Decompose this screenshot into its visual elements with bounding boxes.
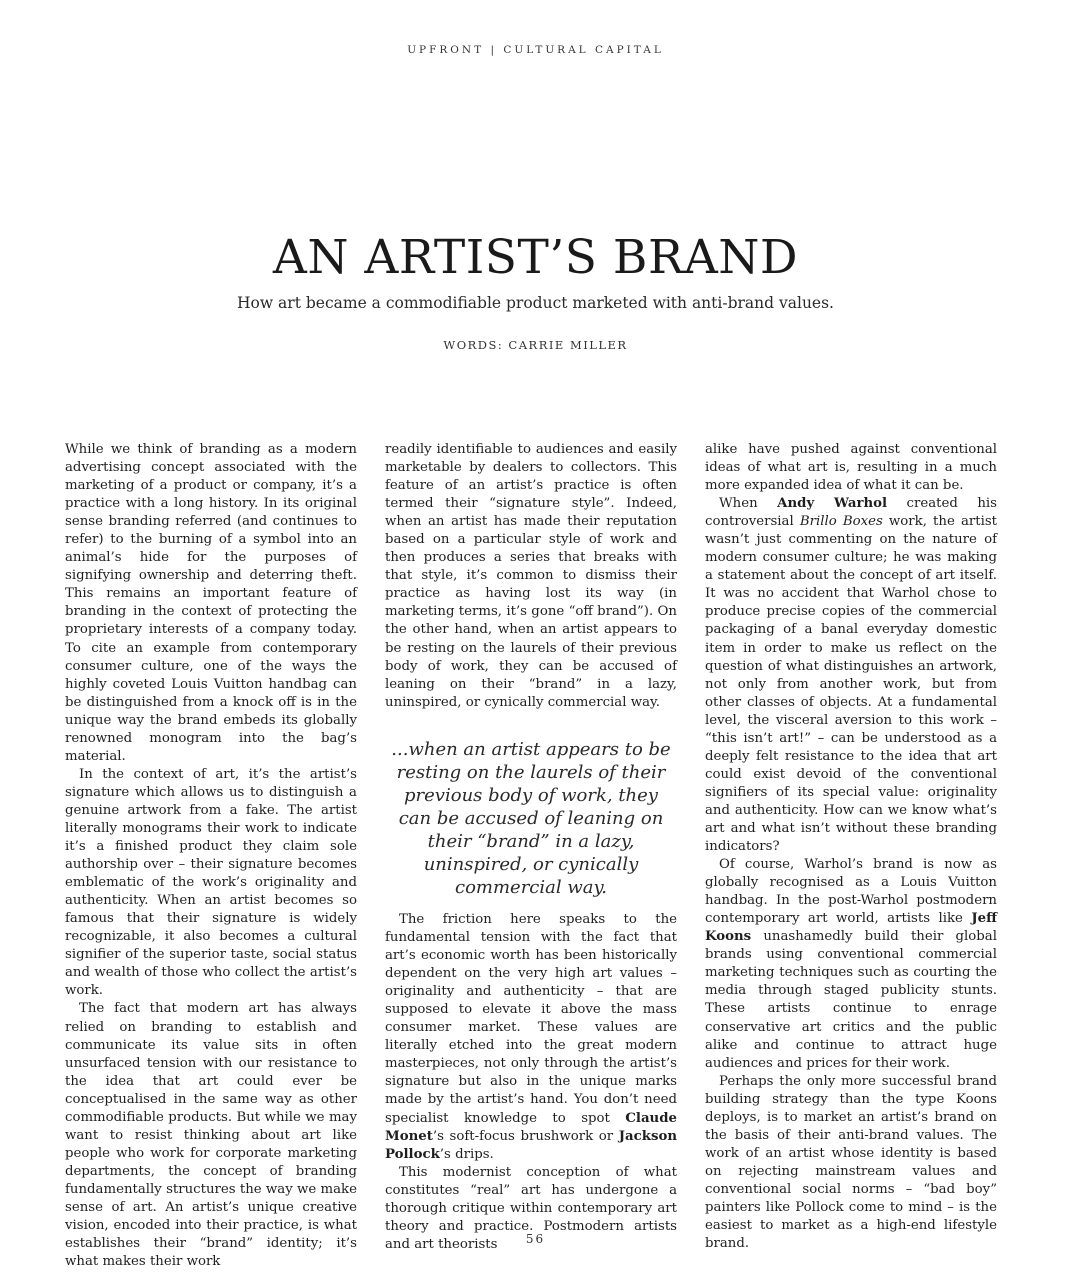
- body-paragraph: The fact that modern art has always relied on branding to establish and communicate its value sits in often unsurfaced tension with our resistance to the idea that art could ever be conceptualised in the same way as other commodifiable products. But while we may want to resist thinking about art like people who work for corporate marketing departments, the concept of branding fundamentally structures the way we make sense of art. An artist’s unique creative vision, encoded into their practice, is what establishes their “brand” identity; it’s what makes their work: [65, 1001, 357, 1270]
- running-head: UPFRONT | CULTURAL CAPITAL: [407, 44, 664, 56]
- body-paragraph: This modernist conception of what constitutes “real” art has undergone a thorough critique within contemporary art theory and practice. Postmodern artists and art theorists: [385, 1164, 677, 1252]
- article-title: AN ARTIST’S BRAND: [272, 230, 799, 285]
- artist-name-warhol: Andy Warhol: [777, 496, 888, 512]
- text-run: ’s soft-focus brushwork or: [432, 1128, 619, 1144]
- text-run: work, the artist wasn’t just commenting on the nature of modern consumer culture; he was making a statement about the concept of art itself. It was no accident that Warhol chose to produce precise copies of the commercial packaging of a banal everyday domestic item in order to make us reflect on the question of what distinguishes an artwork, not only from another work, but from other classes of objects. At a fundamental level, the visceral aversion to this work – “this isn’t art!” – can be understood as a deeply felt resistance to the idea that art could exist devoid of the conventional signifiers of its special value: originality and authenticity. How can we know what’s art and what isn’t without these branding indicators?: [705, 514, 997, 855]
- body-column-3: [705, 441, 997, 1253]
- text-run: Of course, Warhol’s brand is now as globally recognised as a Louis Vuitton handbag. In the post-Warhol postmodern contemporary art world, artists like: [705, 857, 997, 927]
- artist-name-pollock: Jackson Pollock: [385, 1128, 677, 1162]
- body-paragraph: In the context of art, it’s the artist’s signature which allows us to distinguish a genuine artwork from a fake. The artist literally monograms their work to indicate it’s a finished product they claim sole authorship over – their signature becomes emblematic of the work’s originality and authenticity. When an artist becomes so famous that their signature is widely recognizable, it also becomes a cultural signifier of the superior taste, social status and wealth of those who collect the artist’s work.: [65, 766, 357, 999]
- artist-name-monet: Claude Monet: [385, 1110, 677, 1144]
- body-paragraph: [705, 856, 997, 1073]
- body-paragraph: [705, 495, 997, 856]
- body-column-2-continued: [385, 911, 677, 1254]
- body-paragraph: readily identifiable to audiences and easily marketable by dealers to collectors. This feature of an artist’s practice is often termed their “signature style”. Indeed, when an artist has made their reputation based on a particular style of work and then produces a series that breaks with that style, it’s common to dismiss their practice as having lost its way (in marketing terms, it’s gone “off brand”). On the other hand, when an artist appears to be resting on the laurels of their previous body of work, they can be accused of leaning on their “brand” in a lazy, uninspired, or cynically commercial way.: [385, 442, 677, 710]
- body-paragraph: alike have pushed against conventional ideas of what art is, resulting in a much more expanded idea of what it can be.: [705, 442, 997, 494]
- article-byline: WORDS: CARRIE MILLER: [443, 338, 628, 352]
- text-run: created his controversial: [705, 496, 997, 530]
- text-run: ’s drips.: [439, 1146, 494, 1162]
- body-paragraph: While we think of branding as a modern advertising concept associated with the marketing of a product or company, it’s a practice with a long history. In its original sense branding referred (and continues to refer) to the burning of a symbol into an animal’s hide for the purposes of signifying ownership and deterring theft. This remains an important feature of branding in the context of protecting the proprietary interests of a company today. To cite an example from contemporary consumer culture, one of the ways the highly coveted Louis Vuitton handbag can be distinguished from a knock off is in the unique way the brand embeds its globally renowned monogram into the bag’s material.: [65, 442, 357, 764]
- text-run: When: [719, 496, 778, 512]
- body-column-1: [65, 441, 357, 1271]
- artist-name-koons: Jeff Koons: [705, 911, 997, 945]
- artwork-title: Brillo Boxes: [799, 514, 883, 530]
- text-run: unashamedly build their global brands using conventional commercial marketing techniques such as courting the media through staged publicity stunts. These artists continue to enrage conservative art critics and the public alike and continue to attract huge audiences and prices for their work.: [705, 929, 997, 1071]
- pull-quote: ...when an artist appears to be resting on the laurels of their previous body of work, they can be accused of leaning on their “brand” in a lazy, uninspired, or cynically commercial way.: [391, 739, 671, 898]
- page-number: 56: [525, 1232, 546, 1246]
- text-run: The friction here speaks to the fundamental tension with the fact that art’s economic worth has been historically dependent on the very high art values – originality and authenticity – that are supposed to elevate it above the mass consumer market. These values are literally etched into the great modern masterpieces, not only through the artist’s signature but also in the unique marks made by the artist’s hand. You don’t need specialist knowledge to spot: [385, 912, 677, 1126]
- article-standfirst: How art became a commodifiable product marketed with anti-brand values.: [237, 294, 834, 312]
- body-column-2: [385, 441, 677, 712]
- body-paragraph: [385, 911, 677, 1164]
- body-paragraph: Perhaps the only more successful brand building strategy than the type Koons deploys, is to market an artist’s brand on the basis of their anti-brand values. The work of an artist whose identity is based on rejecting mainstream values and conventional social norms – “bad boy” painters like Pollock come to mind – is the easiest to market as a high-end lifestyle brand.: [705, 1073, 997, 1252]
